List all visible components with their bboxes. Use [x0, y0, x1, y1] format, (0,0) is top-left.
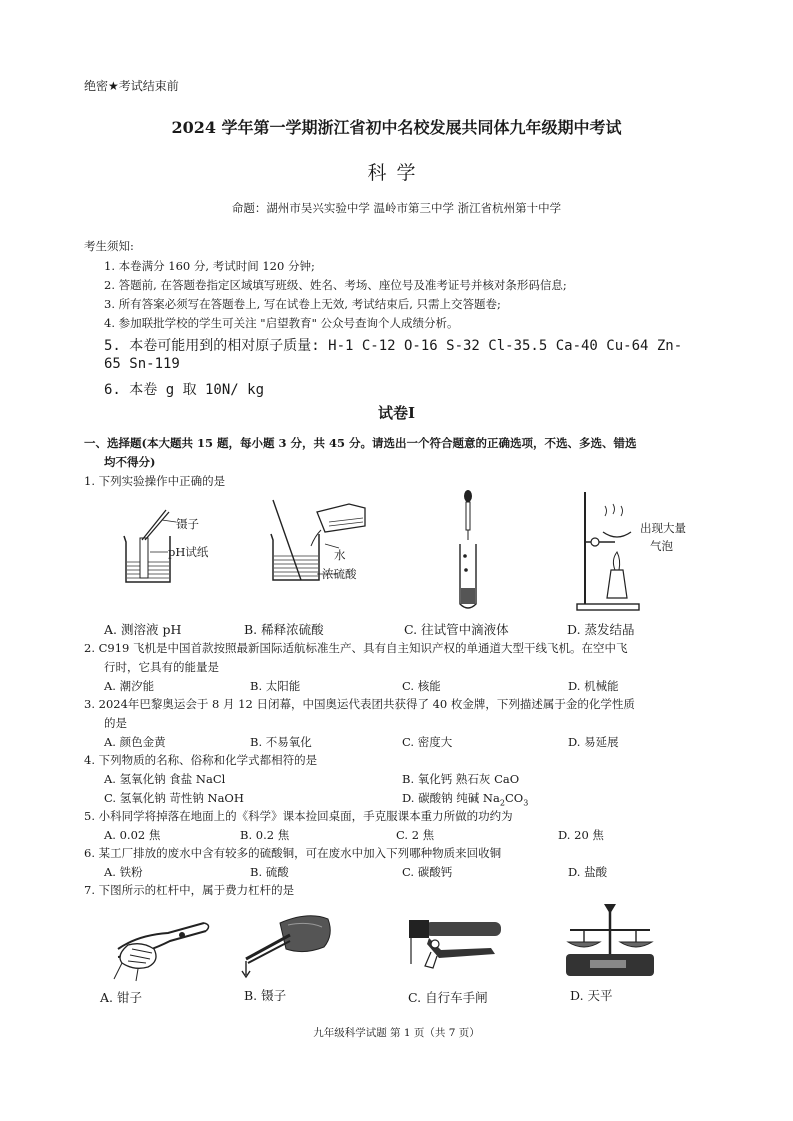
page-footer: 九年级科学试题 第 1 页（共 7 页）	[313, 1027, 480, 1039]
notice-item: 65 Sn-119	[104, 356, 180, 372]
q4-option-b: B. 氧化钙 熟石灰 CaO	[402, 772, 520, 786]
part1-instructions: 一、选择题(本大题共 15 题，每小题 3 分，共 45 分。请选出一个符合题意的正确选项，不选、多选、错选	[84, 436, 637, 450]
q2-option-a: A. 潮汐能	[104, 679, 155, 693]
notice-item: 6. 本卷 g 取 10N/ kg	[104, 382, 265, 398]
q2-option-d: D. 机械能	[568, 679, 619, 693]
q5-option-a: A. 0.02 焦	[104, 828, 161, 842]
q2-option-c: C. 核能	[402, 679, 441, 693]
q1-option-d: D. 蒸发结晶	[567, 622, 635, 637]
q3-option-d: D. 易延展	[568, 735, 619, 749]
notice-item: 1. 本卷满分 160 分, 考试时间 120 分钟;	[104, 259, 315, 273]
notice-item: 5. 本卷可能用到的相对原子质量: H-1 C-12 O-16 S-32 Cl-35.5 Ca-40 Cu-64 Zn-	[104, 338, 683, 354]
notice-item: 4. 参加联批学校的学生可关注 "启望教育" 公众号查询个人成绩分析。	[104, 316, 459, 330]
q3-option-c: C. 密度大	[402, 735, 453, 749]
q7-option-c: C. 自行车手闸	[408, 990, 488, 1005]
q4-stem: 4. 下列物质的名称、俗称和化学式都相符的是	[84, 753, 318, 767]
q6-option-a: A. 铁粉	[104, 865, 143, 879]
label-tweezers: 镊子	[176, 517, 199, 531]
confidential-mark: 绝密★考试结束前	[84, 79, 179, 93]
notice-heading: 考生须知:	[84, 239, 134, 253]
q6-option-d: D. 盐酸	[568, 865, 608, 879]
q5-option-d: D. 20 焦	[558, 828, 604, 842]
label-water: 水	[334, 548, 346, 562]
figure-dropper	[448, 488, 488, 613]
figure-pliers	[108, 905, 218, 985]
q7-option-d: D. 天平	[570, 988, 613, 1003]
q1-option-a: A. 测溶液 pH	[104, 622, 182, 637]
figure-bike-brake	[405, 908, 505, 983]
q1-stem: 1. 下列实验操作中正确的是	[84, 474, 226, 488]
notice-item: 2. 答题前, 在答题卷指定区域填写班级、姓名、考场、座位号及准考证号并核对条形码信息;	[104, 278, 567, 292]
q3-option-a: A. 颜色金黄	[104, 735, 166, 749]
q5-option-b: B. 0.2 焦	[240, 828, 290, 842]
label-acid: 浓硫酸	[322, 567, 357, 581]
label-bubbles-1: 出现大量	[640, 521, 686, 535]
subject-title: 科学	[367, 162, 426, 184]
q3-stem-cont: 的是	[104, 716, 127, 730]
q2-stem: 2. C919 飞机是中国首款按照最新国际适航标准生产、具有自主知识产权的单通道大型干线飞机。在空中飞	[84, 641, 628, 655]
figure-evaporation	[575, 486, 645, 616]
authors-line: 命题：湖州市吴兴实验中学 温岭市第三中学 浙江省杭州第十中学	[231, 201, 562, 215]
figure-dilution	[265, 496, 375, 586]
figure-tweezers-lever	[238, 905, 338, 985]
label-bubbles-2: 气泡	[650, 539, 673, 553]
q6-option-b: B. 硫酸	[250, 865, 289, 879]
q4-option-d: D. 碳酸钠 纯碱 $Na_2CO_3$	[402, 791, 529, 808]
q2-stem-cont: 行时，它具有的能量是	[104, 660, 219, 674]
q6-option-c: C. 碳酸钙	[402, 865, 453, 879]
q5-option-c: C. 2 焦	[396, 828, 435, 842]
q7-option-a: A. 钳子	[100, 990, 142, 1005]
q6-stem: 6. 某工厂排放的废水中含有较多的硫酸铜，可在废水中加入下列哪种物质来回收铜	[84, 846, 502, 860]
q2-option-b: B. 太阳能	[250, 679, 301, 693]
part1-instructions-cont: 均不得分)	[104, 455, 156, 469]
notice-item: 3. 所有答案必须写在答题卷上, 写在试卷上无效, 考试结束后, 只需上交答题卷;	[104, 297, 501, 311]
q4-option-a: A. 氢氧化钠 食盐 NaCl	[104, 772, 226, 786]
label-ph-paper: pH试纸	[168, 545, 209, 559]
q1-option-b: B. 稀释浓硫酸	[244, 622, 324, 637]
q5-stem: 5. 小科同学将掉落在地面上的《科学》课本捡回桌面，手克服课本重力所做的功约为	[84, 809, 513, 823]
q7-option-b: B. 镊子	[244, 988, 287, 1003]
figure-balance	[560, 902, 660, 984]
section-title: 试卷Ⅰ	[377, 404, 416, 422]
exam-title: 2024 学年第一学期浙江省初中名校发展共同体九年级期中考试	[171, 118, 622, 137]
q1-option-c: C. 往试管中滴液体	[404, 622, 509, 637]
q7-stem: 7. 下图所示的杠杆中，属于费力杠杆的是	[84, 883, 295, 897]
q3-stem: 3. 2024年巴黎奥运会于 8 月 12 日闭幕，中国奥运代表团共获得了 40 枚金牌，下列描述属于金的化学性质	[84, 697, 635, 711]
q4-option-c: C. 氢氧化钠 苛性钠 NaOH	[104, 791, 244, 805]
q3-option-b: B. 不易氧化	[250, 735, 312, 749]
